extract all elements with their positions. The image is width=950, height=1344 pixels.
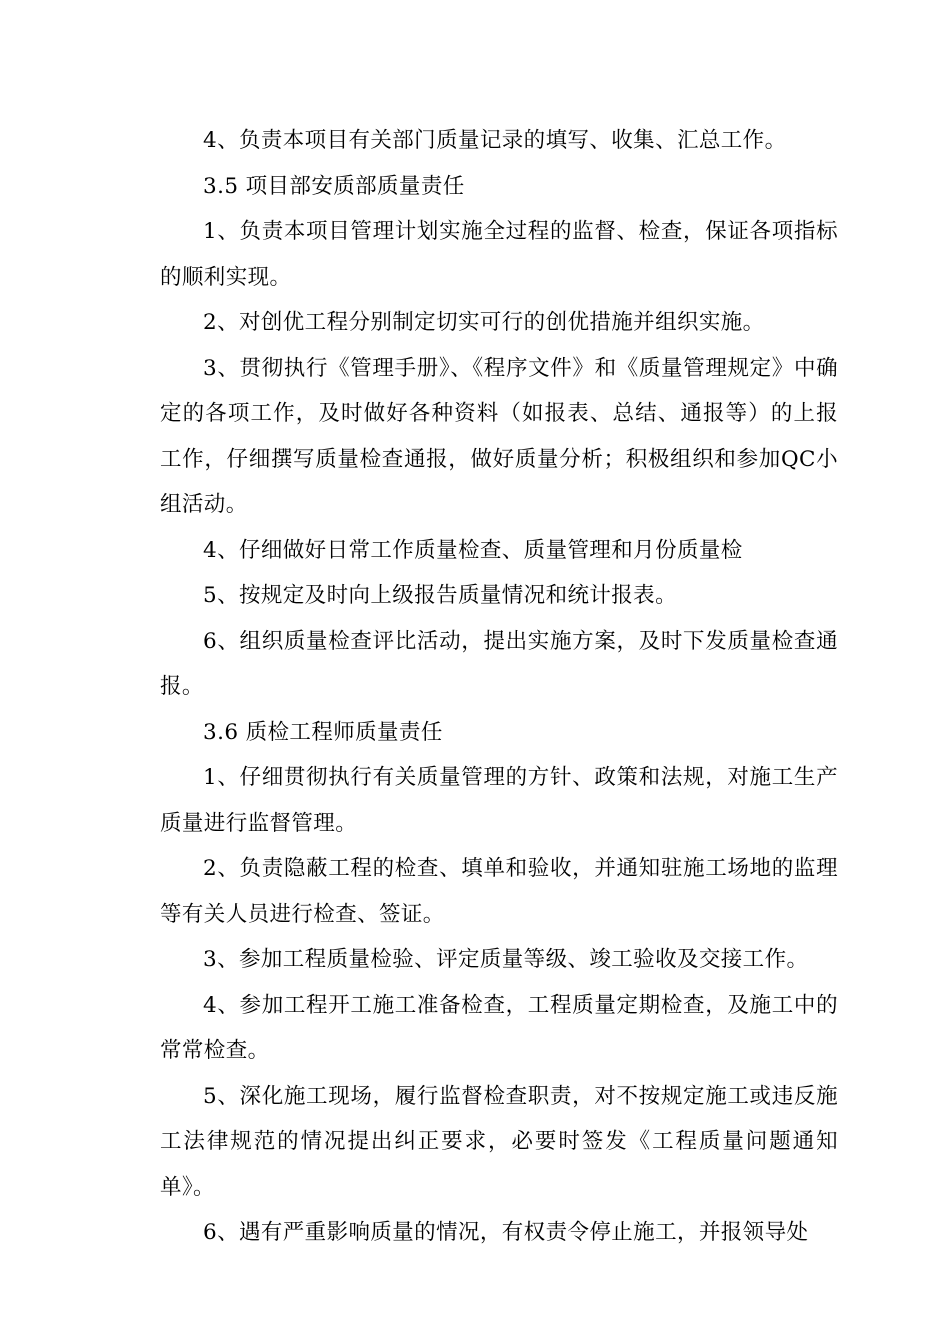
paragraph-item-1-policies: 1、仔细贯彻执行有关质量管理的方针、政策和法规，对施工生产质量进行监督管理。 bbox=[160, 765, 838, 836]
paragraph-item-5-reporting: 5、按规定及时向上级报告质量情况和统计报表。 bbox=[203, 583, 677, 608]
paragraph-item-6-stop-work: 6、遇有严重影响质量的情况，有权责令停止施工，并报领导处 bbox=[203, 1220, 809, 1245]
section-heading-3-5: 3.5 项目部安质部质量责任 bbox=[203, 173, 465, 199]
paragraph-item-4-daily-inspection: 4、仔细做好日常工作质量检查、质量管理和月份质量检 bbox=[203, 537, 743, 563]
document-body bbox=[160, 118, 838, 1256]
paragraph-item-2-hidden-works: 2、负责隐蔽工程的检查、填单和验收，并通知驻施工场地的监理等有关人员进行检查、签证。 bbox=[160, 856, 838, 927]
paragraph-item-4-periodic-inspection: 4、参加工程开工施工准备检查，工程质量定期检查，及施工中的常常检查。 bbox=[160, 992, 838, 1063]
paragraph-item-5-site-supervision: 5、深化施工现场，履行监督检查职责，对不按规定施工或违反施工法律规范的情况提出纠正要求，必要时签发《工程质量问题通知单》。 bbox=[160, 1083, 838, 1200]
section-heading-3-6: 3.6 质检工程师质量责任 bbox=[203, 719, 443, 745]
paragraph-item-4-records: 4、负责本项目有关部门质量记录的填写、收集、汇总工作。 bbox=[203, 128, 787, 153]
paragraph-item-3-implementation: 3、贯彻执行《管理手册》、《程序文件》和《质量管理规定》中确定的各项工作，及时做好各种资料（如报表、总结、通报等）的上报工作，仔细撰写质量检查通报，做好质量分析；积极组织和参加QC小组活动。 bbox=[160, 355, 838, 517]
paragraph-item-2-excellence: 2、对创优工程分别制定切实可行的创优措施并组织实施。 bbox=[203, 310, 765, 335]
paragraph-item-6-evaluation: 6、组织质量检查评比活动，提出实施方案，及时下发质量检查通报。 bbox=[160, 628, 838, 699]
paragraph-item-3-acceptance: 3、参加工程质量检验、评定质量等级、竣工验收及交接工作。 bbox=[203, 947, 809, 972]
paragraph-item-1-supervision: 1、负责本项目管理计划实施全过程的监督、检查，保证各项指标的顺利实现。 bbox=[160, 219, 838, 290]
